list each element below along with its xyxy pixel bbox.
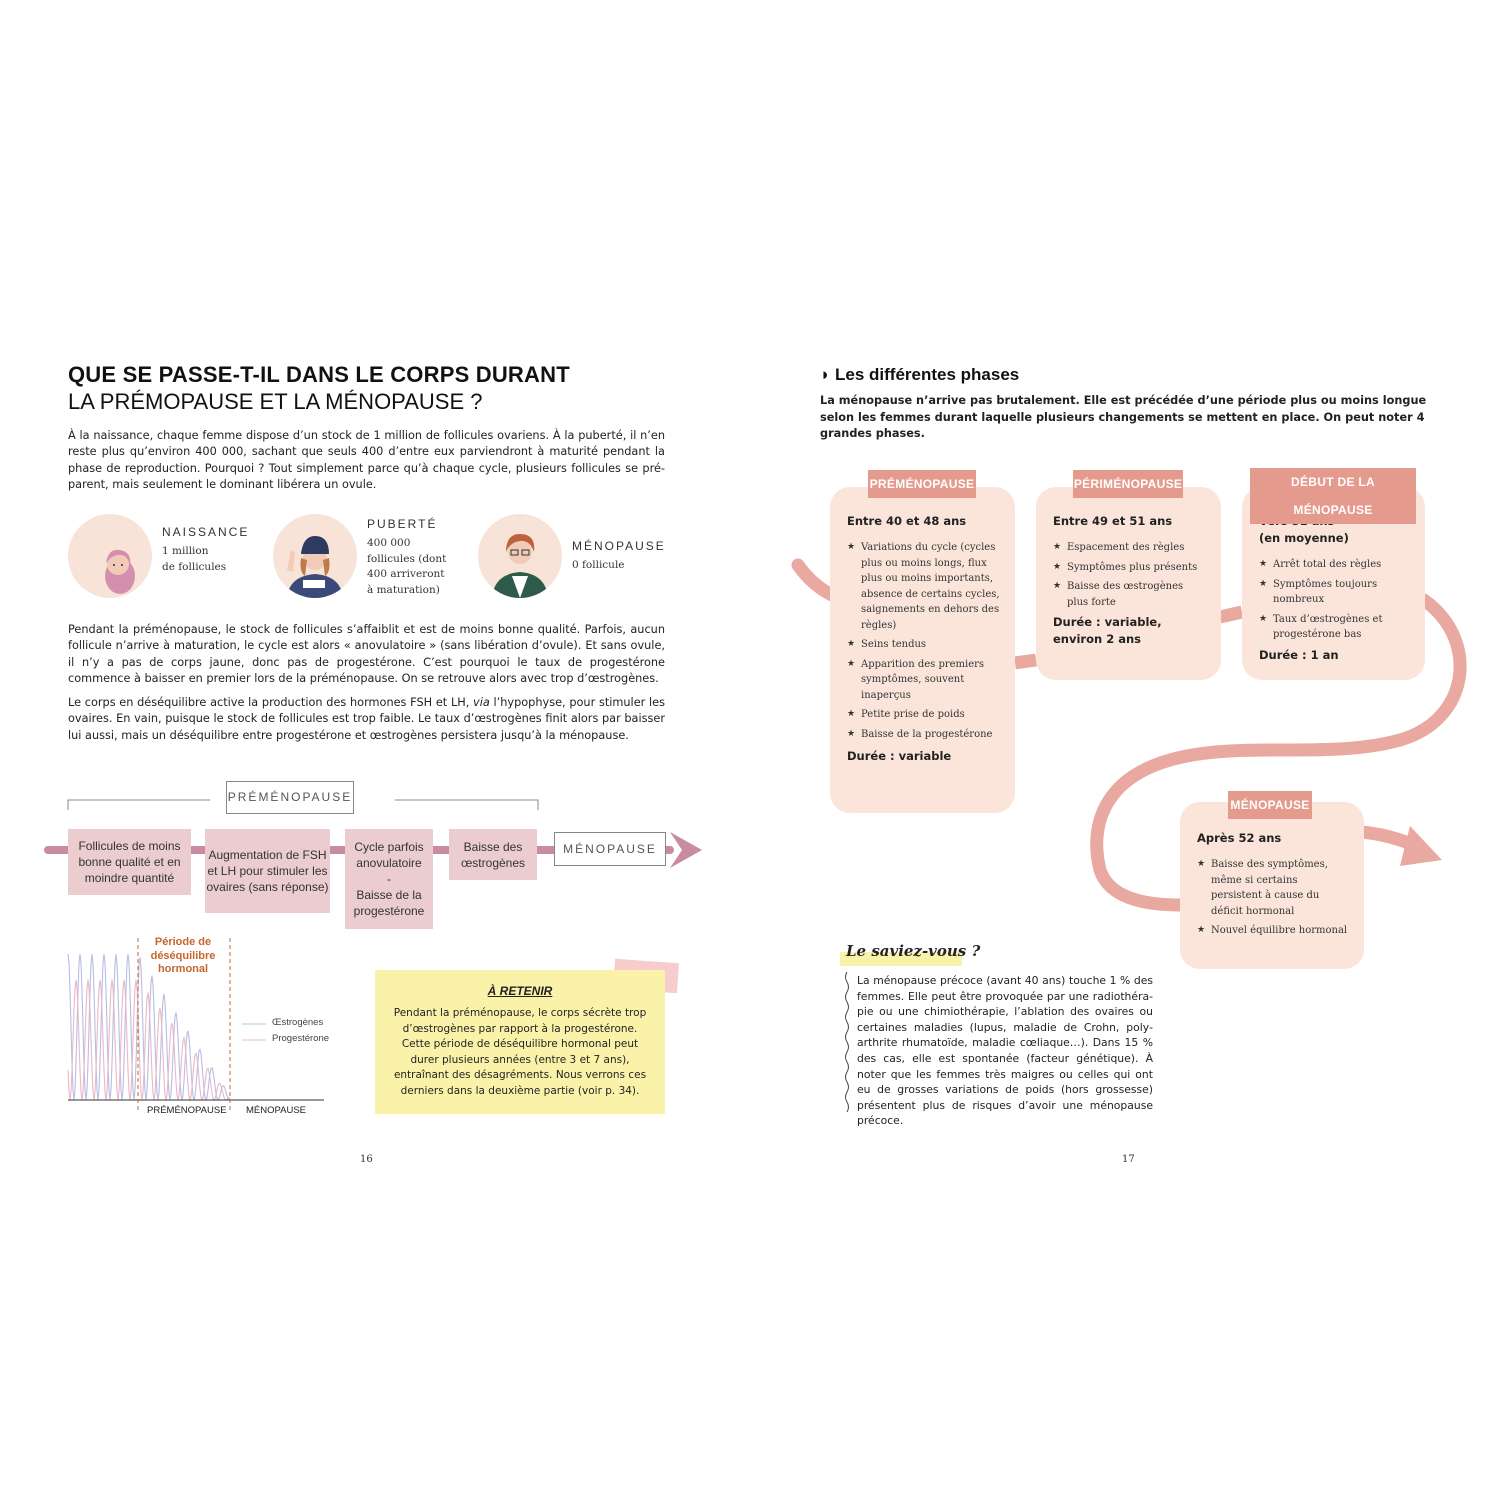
timeline-box-fsh-lh: Augmentation de FSH et LH pour stimuler les ovaires (sans réponse) [205,829,330,913]
page-title-bold: QUE SE PASSE-T-IL DANS LE CORPS DURANT [68,362,570,387]
retenir-title: À RETENIR [487,984,553,998]
phase-items [847,540,1001,742]
phase-item: ★ Baisse des symptômes, même si certains persistent à cause du déficit hormonal [1197,857,1350,919]
page-title-light: LA PRÉMOPAUSE ET LA MÉNOPAUSE ? [68,389,483,414]
phases-intro: La ménopause n’arrive pas brutalement. Elle est précédée d’une période plus ou moins longue selon les femmes durant laquelle plusieurs changements se mettent en place. On peut noter 4 grandes phases. [820,394,1427,440]
phase-item: ★ Petite prise de poids [847,707,1001,723]
page-number-left: 16 [360,1154,373,1165]
phase-item: ★ Symptômes toujours nombreux [1259,577,1411,608]
legend-progesterone: Progestérone [272,1033,330,1044]
phase-items [1259,557,1411,643]
phase-card-menopause [1180,802,1364,969]
bullet-half-circle-icon: ◗ [820,365,835,384]
savez-title: Le saviez-vous ? [846,942,981,960]
timeline-label-menopause: MÉNOPAUSE [554,832,666,866]
retenir-text: Pendant la préménopause, le corps sécrète trop d’œstrogènes par rapport à la progestérone. Cette période de déséquilibre hormonal peut durer plusieurs années (entre 3 et 7 ans), entraînant des désagréments. Nous verrons ces derniers dans la deuxième partie (voir p. 34). [393,1007,647,1097]
phase-item: ★ Seins tendus [847,637,1001,653]
phase-duration: Durée : 1 an [1259,647,1339,662]
timeline-box-follicules: Follicules de moins bonne qualité et en moindre quantité [68,829,191,895]
timeline-box-oestrogenes: Baisse des œstrogènes [449,829,537,880]
intro-paragraph: À la naissance, chaque femme dispose d’un stock de 1 million de follicules ovariens. À la puberté, il n’en reste plus qu’environ 400 000, sachant que seuls 400 d’entre eux parviendront à maturité pendant la phase de reproduction. Pourquoi ? Tout simplement parce qu’à chaque cycle, plusieurs follicules se préparent, mais seulement le dominant libérera un ovule. [68,429,665,491]
period-label: Période de déséquilibre hormonal [150,936,216,975]
stage-sub-puberte: 400 000 follicules (dont 400 arriveront à maturation) [367,537,447,596]
phase-card-premenopause [830,487,1015,813]
page-number-right: 17 [1122,1154,1135,1165]
phase-tag-menopause: MÉNOPAUSE [1228,791,1312,819]
paragraph-premenopause: Pendant la préménopause, le stock de follicules s’affaiblit et est de moins bonne qualité. Parfois, aucun follicule n’arrive à maturation, le cycle est alors « anovulatoire » (sans libération d’ovule). Et sans ovule, il n’y a pas de corps jaune, donc pas de progestérone. C’est pourquoi le taux de progestérone commence à baisser en premier lors de la préménopause. On se retrouve alors avec trop d’œstrogènes. [68,623,665,685]
phase-age: Entre 49 et 51 ans [1053,514,1173,528]
phase-duration: Durée : variable, environ 2 ans [1053,615,1162,646]
paragraph-hormones: Le corps en déséquilibre active la production des hormones FSH et LH, via l’hypophyse, pour stimuler les ovaires. En vain, puisque le stock de follicules est trop faible. Le taux d’œstrogènes finit alors par baisser lui aussi, mais un déséquilibre entre progestérone et œstrogènes persistera jusqu’à la ménopause. [68,696,665,742]
timeline-label-premenopause: PRÉMÉNOPAUSE [226,781,354,814]
stage-sub-menopause: 0 follicule [572,559,625,571]
phase-tag-premenopause: PRÉMÉNOPAUSE [868,470,976,498]
phase-card-perimenopause [1036,487,1221,680]
savez-text: La ménopause précoce (avant 40 ans) touche 1 % des femmes. Elle peut être provoquée par une radiothérapie ou une chimiothérapie, l’ablation des ovaires ou certaines maladies (lupus, maladie de Crohn, polyarthrite rhumatoïde, maladie cœliaque…). Dans 15 % des cas, elle est spontanée (facteur génétique). À noter que les femmes très maigres ou celles qui ont eu de grosses variations de poids (hors grossesse) présentent plus de risques d’avoir une ménopause précoce. [857,974,1153,1128]
phase-item: ★ Espacement des règles [1053,540,1207,556]
phase-items [1197,857,1350,939]
savez-wavy-line [843,972,851,1114]
stage-label-menopause: MÉNOPAUSE [572,539,666,553]
phase-item: ★ Variations du cycle (cycles plus ou moins longs, flux plus ou moins importants, absence de certains cycles, saignements en dehors des règles) [847,540,1001,633]
phase-duration: Durée : variable [847,749,952,763]
stage-sub-naissance: 1 million de follicules [162,545,227,573]
phase-item: ★ Apparition des premiers symptômes, souvent inaperçus [847,657,1001,704]
phase-items [1053,540,1207,610]
stage-label-puberte: PUBERTÉ [367,517,438,531]
graph-axis-premenopause: PRÉMÉNOPAUSE [147,1105,227,1116]
stage-label-naissance: NAISSANCE [162,525,250,539]
timeline-box-cycle: Cycle parfois anovulatoire - Baisse de la progestérone [345,829,433,929]
phase-age: Entre 40 et 48 ans [847,514,967,528]
phase-item: ★ Baisse de la progestérone [847,727,1001,743]
legend-oestrogenes: Œstrogènes [272,1017,324,1028]
phase-tag-perimenopause: PÉRIMÉNOPAUSE [1073,470,1183,498]
phase-age: Après 52 ans [1197,831,1282,845]
phase-item: ★ Nouvel équilibre hormonal [1197,923,1350,939]
phase-tag-debut-menopause: DÉBUT DE LA MÉNOPAUSE [1250,468,1416,524]
phase-item: ★ Symptômes plus présents [1053,560,1207,576]
phase-age: (en moyenne) [1259,531,1349,545]
phase-item: ★ Taux d’œstrogènes et progestérone bas [1259,612,1411,643]
graph-axis-menopause: MÉNOPAUSE [246,1105,307,1116]
section-title: ◗ Les différentes phases [820,365,1020,384]
phase-item: ★ Arrêt total des règles [1259,557,1411,573]
phase-item: ★ Baisse des œstrogènes plus forte [1053,579,1207,610]
